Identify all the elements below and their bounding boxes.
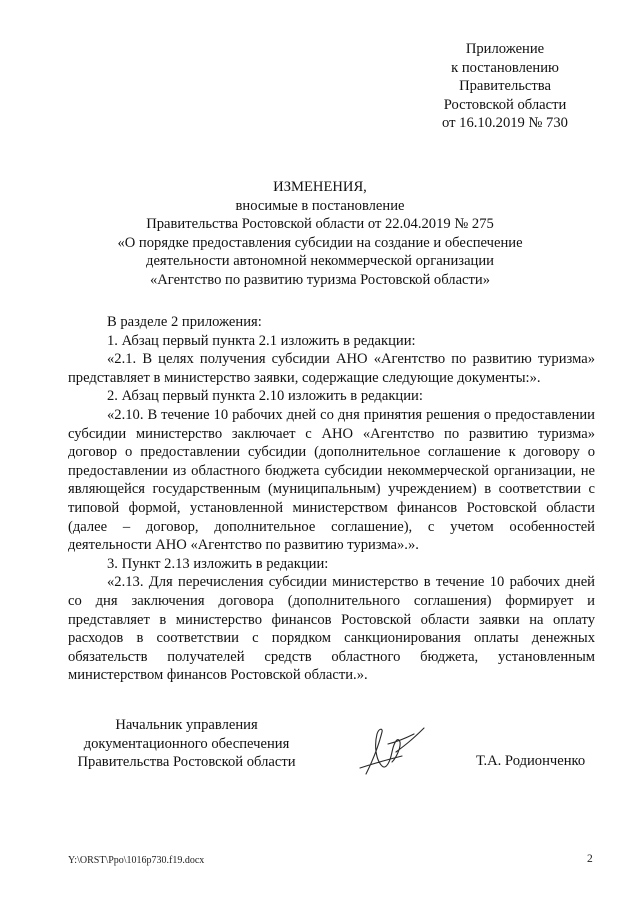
- position-line: Правительства Ростовской области: [77, 754, 296, 771]
- handwritten-signature: [352, 722, 432, 782]
- appendix-line: Ростовской области: [443, 96, 567, 113]
- page-number: 2: [587, 853, 593, 865]
- document-body: [68, 313, 595, 685]
- signatory-name: Т.А. Родионченко: [476, 753, 586, 769]
- position-line: документационного обеспечения: [83, 735, 290, 752]
- document-title: [60, 178, 580, 290]
- appendix-block: [400, 40, 610, 133]
- title-line: «О порядке предоставления субсидии на создание и обеспечение: [117, 234, 523, 251]
- paragraph: В разделе 2 приложения:: [107, 314, 262, 330]
- paragraph: «2.10. В течение 10 рабочих дней со дня принятия решения о предоставлении субсидии министерство заключает с АНО «Агентство по развитию туризма» договор о предоставлении субсидии (дополнительное соглашение к договору о предоставлении из областного бюджета субсидии некоммерческой организации, не являющейся государственным (муниципальным) учреждением) в соответствии с типовой формой, установленной министерством финансов Ростовской области (далее – договор, дополнительное соглашение), с учетом особенностей деятельности АНО «Агентство по развитию туризма».».: [68, 406, 595, 554]
- appendix-line: Приложение: [465, 41, 545, 57]
- title-line: деятельности автономной некоммерческой организации: [146, 253, 494, 270]
- paragraph: 1. Абзац первый пункта 2.1 изложить в редакции:: [107, 332, 416, 349]
- paragraph: 3. Пункт 2.13 изложить в редакции:: [107, 555, 329, 572]
- title-heading: ИЗМЕНЕНИЯ,: [273, 179, 367, 195]
- paragraph: «2.1. В целях получения субсидии АНО «Агентство по развитию туризма» представляет в министерство заявки, содержащие следующие документы:».: [68, 351, 595, 386]
- title-line: «Агентство по развитию туризма Ростовской области»: [149, 271, 491, 288]
- title-line: вносимые в постановление: [235, 197, 405, 214]
- appendix-line: от 16.10.2019 № 730: [442, 115, 568, 132]
- paragraph: 2. Абзац первый пункта 2.10 изложить в редакции:: [107, 388, 423, 405]
- position-line: Начальник управления: [115, 717, 258, 733]
- appendix-line: к постановлению: [451, 59, 559, 76]
- signatory-position: [64, 716, 309, 772]
- appendix-line: Правительства: [459, 78, 551, 95]
- title-line: Правительства Ростовской области от 22.04.2019 № 275: [146, 216, 494, 233]
- paragraph: «2.13. Для перечисления субсидии министерство в течение 10 рабочих дней со дня заключения договора (дополнительного соглашения) формирует и представляет в министерство финансов Ростовской области заявки на оплату расходов в соответствии с порядком санкционирования оплаты денежных обязательств получателей средств областного бюджета, установленным министерством финансов Ростовской области.».: [68, 574, 595, 684]
- footer-file-path: Y:\ORST\Ppo\1016p730.f19.docx: [68, 855, 205, 866]
